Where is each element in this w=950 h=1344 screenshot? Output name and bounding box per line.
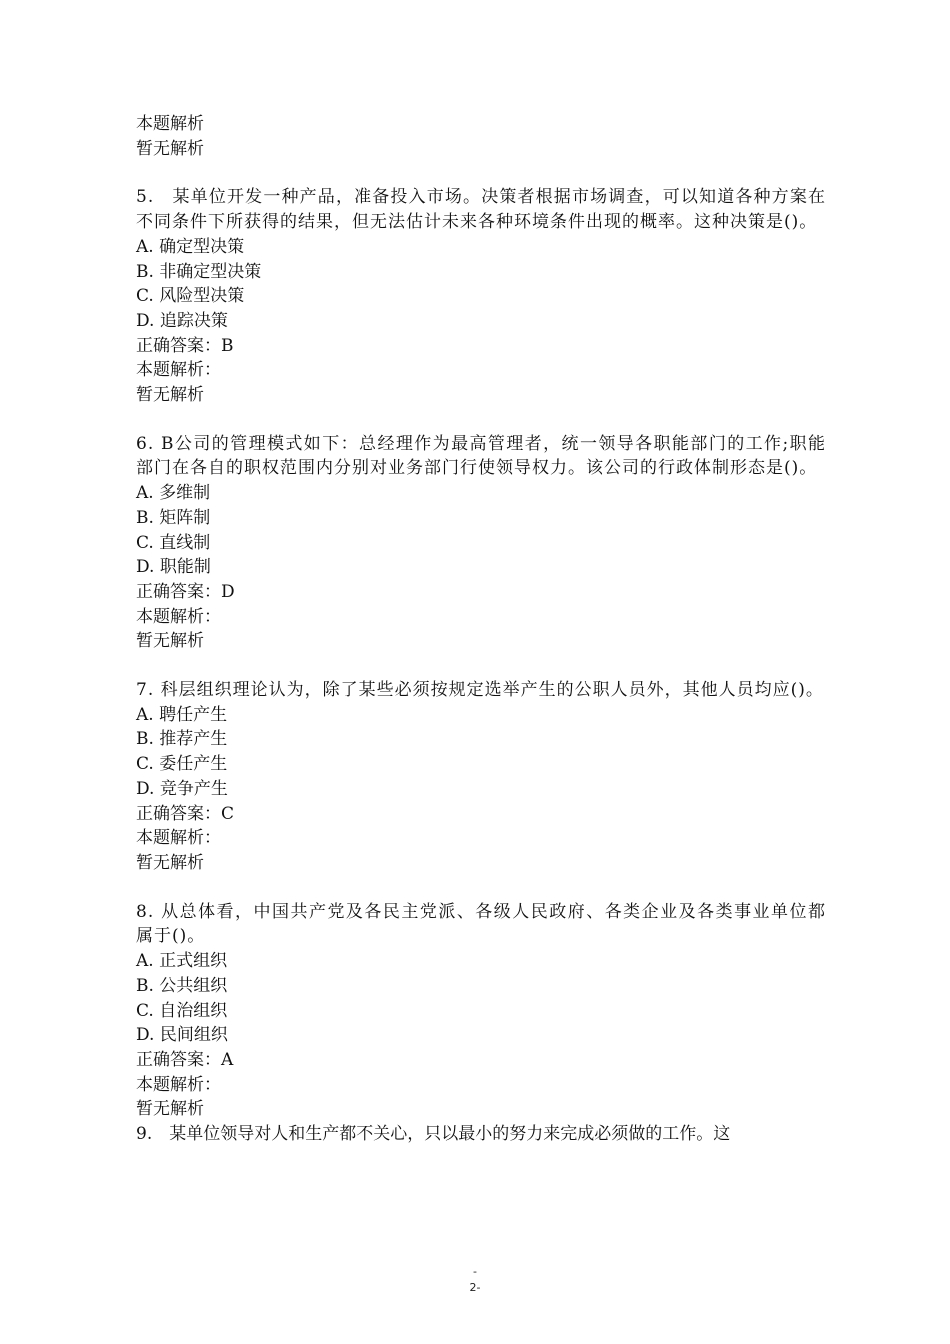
option-d: D. 职能制 [136, 557, 211, 578]
option-c: C. 自治组织 [136, 1000, 228, 1021]
question-block [136, 432, 826, 654]
page-number: 2- [469, 1281, 481, 1294]
question-text: 7. 科层组织理论认为，除了某些必须按规定选举产生的公职人员外，其他人员均应()。 [136, 680, 824, 701]
spacer [136, 654, 826, 678]
correct-answer: 正确答案：D [136, 581, 235, 602]
option-d: D. 民间组织 [136, 1025, 228, 1046]
option-a: A. 聘任产生 [136, 704, 228, 725]
option-b: B. 非确定型决策 [136, 261, 262, 282]
question-text-partial: 9. 某单位领导对人和生产都不关心，只以最小的努力来完成必须做的工作。这 [136, 1124, 731, 1145]
analysis-text: 暂无解析 [136, 1099, 204, 1120]
analysis-label: 本题解析： [136, 360, 221, 381]
correct-answer: 正确答案：B [136, 335, 234, 356]
page-content [136, 112, 826, 1147]
question-text: 6. B公司的管理模式如下：总经理作为最高管理者，统一领导各职能部门的工作;职能部门在各自的职权范围内分别对业务部门行使领导权力。该公司的行政体制形态是()。 [136, 433, 826, 479]
analysis-text: 暂无解析 [136, 631, 204, 652]
option-c: C. 风险型决策 [136, 286, 245, 307]
option-a: A. 正式组织 [136, 951, 228, 972]
spacer [136, 876, 826, 900]
option-d: D. 竞争产生 [136, 778, 228, 799]
question-block [136, 678, 826, 876]
analysis-label: 本题解析： [136, 828, 221, 849]
correct-answer: 正确答案：C [136, 803, 235, 824]
analysis-label: 本题解析： [136, 1074, 221, 1095]
option-b: B. 推荐产生 [136, 729, 228, 750]
footer-dash: - [473, 1265, 477, 1278]
analysis-text: 暂无解析 [136, 852, 204, 873]
option-c: C. 直线制 [136, 532, 211, 553]
question-block [136, 185, 826, 407]
question-text: 8. 从总体看，中国共产党及各民主党派、各级人民政府、各类企业及各类事业单位都属于()。 [136, 901, 826, 947]
correct-answer: 正确答案：A [136, 1049, 234, 1070]
spacer [136, 408, 826, 432]
option-a: A. 确定型决策 [136, 236, 245, 257]
option-a: A. 多维制 [136, 483, 211, 504]
analysis-label: 本题解析： [136, 606, 221, 627]
question-block [136, 900, 826, 1122]
analysis-label: 本题解析 [136, 114, 204, 134]
spacer [136, 161, 826, 185]
option-c: C. 委任产生 [136, 754, 228, 775]
analysis-text: 暂无解析 [136, 385, 204, 406]
analysis-text: 暂无解析 [136, 138, 204, 159]
question-text: 5. 某单位开发一种产品，准备投入市场。决策者根据市场调查，可以知道各种方案在不同条件下所获得的结果，但无法估计未来各种环境条件出现的概率。这种决策是()。 [136, 187, 826, 233]
option-b: B. 矩阵制 [136, 507, 211, 528]
option-d: D. 追踪决策 [136, 310, 228, 331]
option-b: B. 公共组织 [136, 975, 228, 996]
